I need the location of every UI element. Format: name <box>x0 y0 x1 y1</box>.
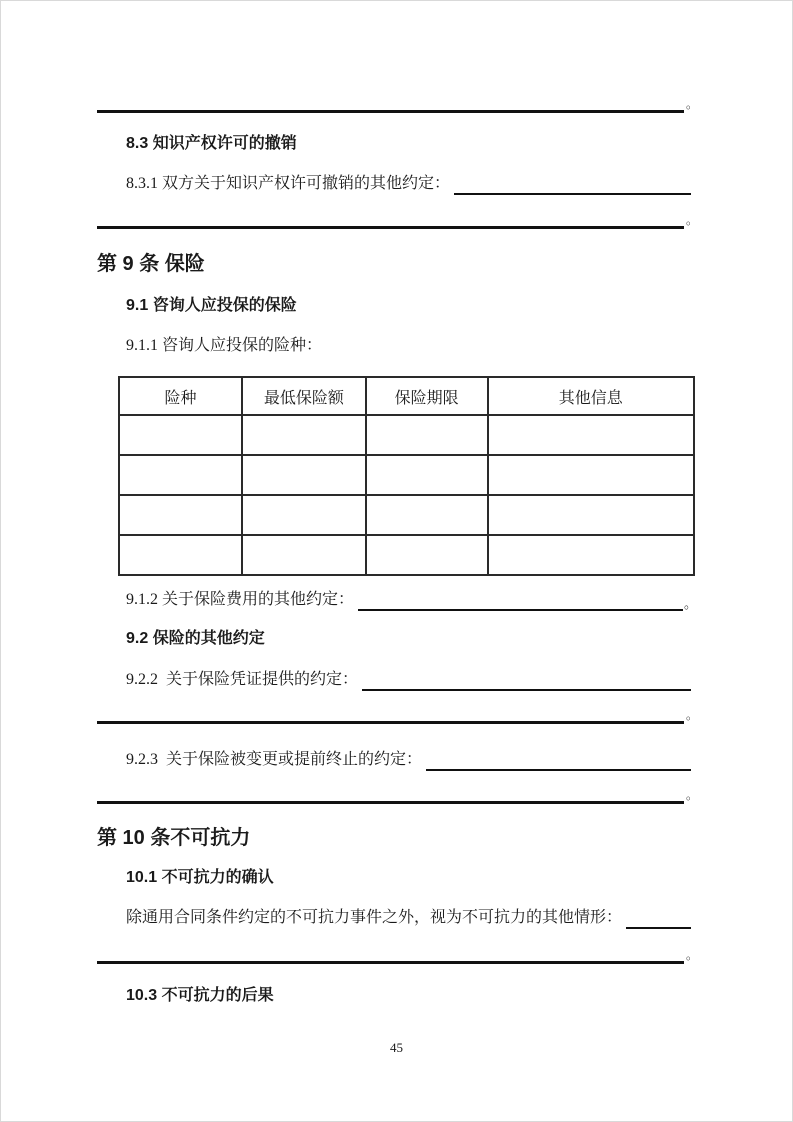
clause-row-9-2-2 <box>126 669 691 691</box>
clause-row-9-1-2 <box>126 589 697 611</box>
blank-underline <box>97 940 684 964</box>
clause-label: 9.2.2 关于保险凭证提供的约定： <box>126 671 359 688</box>
clause-row-10-1-body <box>126 907 691 929</box>
table-cell <box>242 495 366 535</box>
clause-label: 9.1.1 咨询人应投保的险种： <box>126 337 323 354</box>
table-cell <box>488 495 694 535</box>
blank-underline <box>454 174 691 195</box>
clause-label: 8.3.1 双方关于知识产权许可撤销的其他约定： <box>126 175 451 192</box>
table-header-min-amount: 最低保险额 <box>242 377 366 415</box>
clause-row-9-2-3 <box>126 749 691 771</box>
table-cell <box>488 455 694 495</box>
table-cell <box>366 415 488 455</box>
section-heading-9-1: 9.1 咨询人应投保的保险 <box>126 297 297 314</box>
clause-label: 9.2.3 关于保险被变更或提前终止的约定： <box>126 751 423 768</box>
table-row <box>119 455 694 495</box>
table-cell <box>488 415 694 455</box>
table-cell <box>366 495 488 535</box>
table-cell <box>242 455 366 495</box>
section-heading-10-3: 10.3 不可抗力的后果 <box>126 987 274 1004</box>
continuation-line <box>97 940 698 964</box>
table-cell <box>119 455 242 495</box>
table-header-period: 保险期限 <box>366 377 488 415</box>
period-mark: 。 <box>685 97 698 111</box>
insurance-table <box>118 376 695 576</box>
clause-label: 除通用合同条件约定的不可抗力事件之外，视为不可抗力的其他情形： <box>126 909 623 926</box>
table-row <box>119 495 694 535</box>
period-mark: 。 <box>685 948 698 962</box>
blank-underline <box>358 590 683 611</box>
table-header-insurance-type: 险种 <box>119 377 242 415</box>
table-cell <box>119 415 242 455</box>
chapter-heading-10: 第 10 条不可抗力 <box>97 827 251 849</box>
table-row <box>119 415 694 455</box>
table-header-row <box>119 377 694 415</box>
chapter-heading-9: 第 9 条 保险 <box>97 253 205 275</box>
clause-label: 9.1.2 关于保险费用的其他约定： <box>126 591 355 608</box>
period-mark: 。 <box>683 596 697 611</box>
blank-underline <box>97 780 684 804</box>
section-heading-8-3: 8.3 知识产权许可的撤销 <box>126 135 297 152</box>
period-mark: 。 <box>685 788 698 802</box>
table-cell <box>242 415 366 455</box>
blank-underline <box>97 89 684 113</box>
period-mark: 。 <box>685 708 698 722</box>
blank-underline <box>97 205 684 229</box>
table-cell <box>242 535 366 575</box>
period-mark: 。 <box>685 213 698 227</box>
table-cell <box>366 455 488 495</box>
continuation-line <box>97 89 698 113</box>
blank-underline <box>97 700 684 724</box>
table-row <box>119 535 694 575</box>
table-cell <box>119 495 242 535</box>
continuation-line <box>97 700 698 724</box>
blank-underline <box>362 670 691 691</box>
clause-row-9-1-1 <box>126 335 691 357</box>
blank-underline <box>626 908 691 929</box>
table-header-other-info: 其他信息 <box>488 377 694 415</box>
continuation-line <box>97 205 698 229</box>
continuation-line <box>97 780 698 804</box>
section-heading-10-1: 10.1 不可抗力的确认 <box>126 869 274 886</box>
section-heading-9-2: 9.2 保险的其他约定 <box>126 630 265 647</box>
table-cell <box>119 535 242 575</box>
table-cell <box>488 535 694 575</box>
table-cell <box>366 535 488 575</box>
page-number: 45 <box>390 1040 403 1055</box>
clause-row-8-3-1 <box>126 173 691 195</box>
blank-underline <box>426 750 691 771</box>
